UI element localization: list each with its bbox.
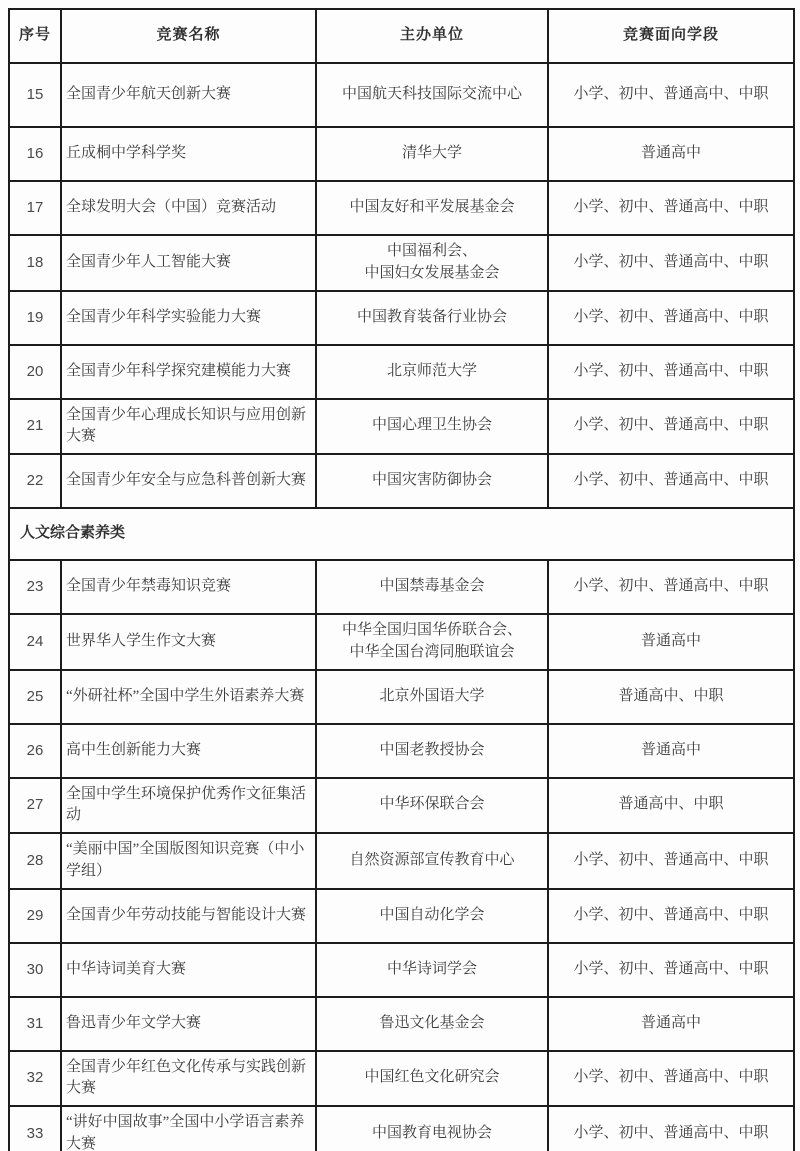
competition-name-cell: 全国青少年人工智能大赛 xyxy=(61,235,316,291)
organizer-cell xyxy=(316,63,548,127)
table-row xyxy=(9,614,794,670)
column-header-2: 主办单位 xyxy=(316,9,548,63)
competition-name-cell: 鲁迅青少年文学大赛 xyxy=(61,997,316,1051)
stage-cell: 小学、初中、普通高中、中职 xyxy=(548,833,794,889)
table-row xyxy=(9,1051,794,1107)
column-header-3: 竞赛面向学段 xyxy=(548,9,794,63)
organizer-line: 中国教育电视协会 xyxy=(371,1124,492,1141)
stage-cell: 小学、初中、普通高中、中职 xyxy=(548,1051,794,1107)
organizer-line: 中国禁毒基金会 xyxy=(379,578,485,595)
competition-name-cell: 全国青少年科学实验能力大赛 xyxy=(61,291,316,345)
organizer-line: 鲁迅文化基金会 xyxy=(379,1014,485,1031)
organizer-cell xyxy=(316,943,548,997)
table-row xyxy=(9,345,794,399)
row-number-cell: 27 xyxy=(9,778,61,834)
stage-cell: 普通高中 xyxy=(548,614,794,670)
stage-cell: 小学、初中、普通高中、中职 xyxy=(548,399,794,455)
competition-name-cell: 全国青少年科学探究建模能力大赛 xyxy=(61,345,316,399)
header-row xyxy=(9,9,794,63)
competition-name-cell: 世界华人学生作文大赛 xyxy=(61,614,316,670)
row-number-cell: 17 xyxy=(9,181,61,235)
row-number-cell: 28 xyxy=(9,833,61,889)
stage-cell: 普通高中 xyxy=(548,997,794,1051)
stage-cell: 小学、初中、普通高中、中职 xyxy=(548,63,794,127)
row-number-cell: 26 xyxy=(9,724,61,778)
table-row xyxy=(9,291,794,345)
organizer-line: 中华全国台湾同胞联谊会 xyxy=(349,643,515,660)
competition-table xyxy=(8,8,795,1151)
stage-cell: 小学、初中、普通高中、中职 xyxy=(548,889,794,943)
stage-cell: 小学、初中、普通高中、中职 xyxy=(548,943,794,997)
organizer-line: 中国福利会、 xyxy=(386,243,477,259)
stage-cell: 小学、初中、普通高中、中职 xyxy=(548,291,794,345)
competition-name-cell: 全球发明大会（中国）竞赛活动 xyxy=(61,181,316,235)
table-row xyxy=(9,399,794,455)
organizer-cell xyxy=(316,235,548,291)
organizer-cell xyxy=(316,778,548,834)
row-number-cell: 22 xyxy=(9,454,61,508)
table-row xyxy=(9,63,794,127)
organizer-line: 中国灾害防御协会 xyxy=(371,472,492,489)
table-row xyxy=(9,235,794,291)
organizer-line: 中国教育装备行业协会 xyxy=(356,308,507,325)
table-row xyxy=(9,724,794,778)
organizer-line: 中国心理卫生协会 xyxy=(371,417,492,434)
section-row xyxy=(9,508,794,560)
table-row xyxy=(9,778,794,834)
competition-name-cell: “讲好中国故事”全国中小学语言素养大赛 xyxy=(61,1106,316,1151)
competition-name-cell: 丘成桐中学科学奖 xyxy=(61,127,316,181)
stage-cell: 普通高中 xyxy=(548,724,794,778)
section-row-label: 人文综合素养类 xyxy=(9,508,794,560)
organizer-line: 中国自动化学会 xyxy=(379,906,485,923)
organizer-cell xyxy=(316,614,548,670)
column-header-1: 竞赛名称 xyxy=(61,9,316,63)
competition-name-cell: “美丽中国”全国版图知识竞赛（中小学组） xyxy=(61,833,316,889)
organizer-line: 自然资源部宣传教育中心 xyxy=(349,851,515,868)
row-number-cell: 18 xyxy=(9,235,61,291)
table-row xyxy=(9,833,794,889)
organizer-cell xyxy=(316,181,548,235)
competition-name-cell: 全国青少年禁毒知识竞赛 xyxy=(61,560,316,614)
table-row xyxy=(9,943,794,997)
table-row xyxy=(9,127,794,181)
organizer-cell xyxy=(316,345,548,399)
table-row xyxy=(9,560,794,614)
organizer-line: 北京师范大学 xyxy=(386,362,477,379)
table-row xyxy=(9,889,794,943)
table-row xyxy=(9,1106,794,1151)
organizer-cell xyxy=(316,1106,548,1151)
table-row xyxy=(9,454,794,508)
row-number-cell: 19 xyxy=(9,291,61,345)
row-number-cell: 33 xyxy=(9,1106,61,1151)
organizer-line: 中国航天科技国际交流中心 xyxy=(341,86,522,103)
competition-name-cell: 全国青少年心理成长知识与应用创新大赛 xyxy=(61,399,316,455)
competition-name-cell: 全国青少年劳动技能与智能设计大赛 xyxy=(61,889,316,943)
competition-name-cell: 高中生创新能力大赛 xyxy=(61,724,316,778)
organizer-cell xyxy=(316,1051,548,1107)
row-number-cell: 15 xyxy=(9,63,61,127)
organizer-cell xyxy=(316,889,548,943)
organizer-cell xyxy=(316,454,548,508)
row-number-cell: 24 xyxy=(9,614,61,670)
stage-cell: 普通高中 xyxy=(548,127,794,181)
row-number-cell: 30 xyxy=(9,943,61,997)
row-number-cell: 31 xyxy=(9,997,61,1051)
organizer-line: 中国老教授协会 xyxy=(379,741,485,758)
competition-name-cell: “外研社杯”全国中学生外语素养大赛 xyxy=(61,670,316,724)
stage-cell: 小学、初中、普通高中、中职 xyxy=(548,181,794,235)
organizer-line: 中华诗词学会 xyxy=(386,960,477,977)
competition-name-cell: 全国青少年航天创新大赛 xyxy=(61,63,316,127)
organizer-line: 中华环保联合会 xyxy=(379,796,485,813)
stage-cell: 小学、初中、普通高中、中职 xyxy=(548,1106,794,1151)
row-number-cell: 29 xyxy=(9,889,61,943)
organizer-line: 清华大学 xyxy=(401,145,462,162)
row-number-cell: 23 xyxy=(9,560,61,614)
table-row xyxy=(9,181,794,235)
stage-cell: 小学、初中、普通高中、中职 xyxy=(548,235,794,291)
stage-cell: 普通高中、中职 xyxy=(548,670,794,724)
organizer-cell xyxy=(316,399,548,455)
organizer-line: 北京外国语大学 xyxy=(379,687,485,704)
organizer-cell xyxy=(316,127,548,181)
stage-cell: 小学、初中、普通高中、中职 xyxy=(548,345,794,399)
table-body xyxy=(9,63,794,1151)
row-number-cell: 20 xyxy=(9,345,61,399)
organizer-line: 中国妇女发展基金会 xyxy=(364,264,500,281)
organizer-cell xyxy=(316,291,548,345)
organizer-cell xyxy=(316,560,548,614)
table-row xyxy=(9,997,794,1051)
row-number-cell: 16 xyxy=(9,127,61,181)
competition-name-cell: 全国青少年安全与应急科普创新大赛 xyxy=(61,454,316,508)
row-number-cell: 32 xyxy=(9,1051,61,1107)
organizer-line: 中华全国归国华侨联合会、 xyxy=(341,622,522,638)
organizer-line: 中国红色文化研究会 xyxy=(364,1069,500,1086)
organizer-cell xyxy=(316,997,548,1051)
row-number-cell: 21 xyxy=(9,399,61,455)
organizer-cell xyxy=(316,724,548,778)
organizer-line: 中国友好和平发展基金会 xyxy=(349,199,515,216)
stage-cell: 小学、初中、普通高中、中职 xyxy=(548,454,794,508)
table-row xyxy=(9,670,794,724)
stage-cell: 小学、初中、普通高中、中职 xyxy=(548,560,794,614)
organizer-cell xyxy=(316,670,548,724)
competition-name-cell: 全国中学生环境保护优秀作文征集活动 xyxy=(61,778,316,834)
column-header-0: 序号 xyxy=(9,9,61,63)
competition-name-cell: 全国青少年红色文化传承与实践创新大赛 xyxy=(61,1051,316,1107)
row-number-cell: 25 xyxy=(9,670,61,724)
stage-cell: 普通高中、中职 xyxy=(548,778,794,834)
organizer-cell xyxy=(316,833,548,889)
competition-name-cell: 中华诗词美育大赛 xyxy=(61,943,316,997)
